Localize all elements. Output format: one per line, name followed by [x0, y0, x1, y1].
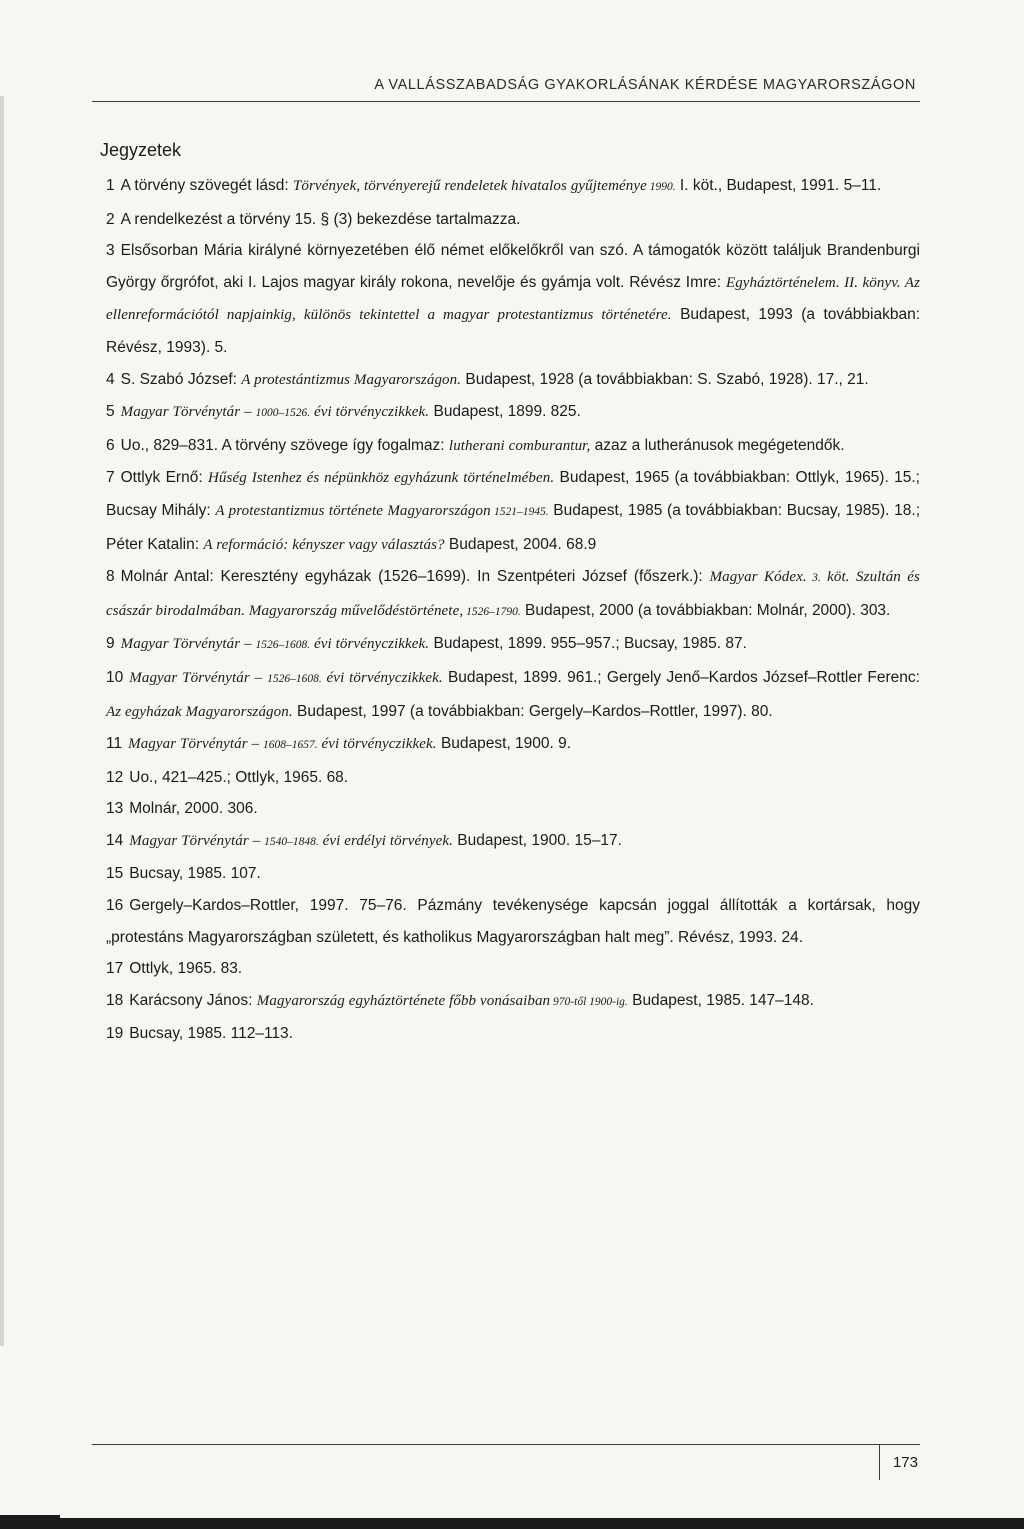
- footnote-italic-text: köt. Szultán és császár birodalmában. Magyarország művelődéstörténete,: [106, 569, 920, 619]
- footnote-italic-text: évi törvényczikkek.: [321, 669, 443, 686]
- footnote-italic-text: 1608–1657.: [263, 739, 318, 752]
- footnote: [100, 985, 920, 1019]
- footnote: [100, 628, 920, 662]
- footnote: [100, 462, 920, 561]
- footnote-text: Budapest, 1900. 15–17.: [452, 831, 622, 849]
- page-number: 173: [879, 1444, 920, 1480]
- footnote-number: 8: [106, 568, 115, 586]
- footnote-italic-text: lutherani comburantur,: [448, 437, 591, 454]
- footnote: [100, 858, 920, 890]
- footnote-text: Ottlyk, 1965. 83.: [129, 960, 243, 978]
- footnote-text: Budapest, 1965 (a továbbiakban: Ottlyk, 1965). 15.; Bucsay Mihály:: [106, 469, 920, 519]
- footnote-italic-text: 3.: [806, 572, 821, 585]
- footnote-italic-text: Magyar Kódex.: [709, 569, 807, 586]
- footnote-italic-text: Magyar Törvénytár –: [129, 832, 265, 849]
- footnote-number: 3: [106, 242, 115, 260]
- footnote-italic-text: A protestantizmus története Magyarországon: [215, 502, 491, 519]
- footnote: [100, 825, 920, 859]
- footnote-italic-text: 1000–1526.: [255, 407, 311, 420]
- footnote-number: 17: [106, 960, 124, 978]
- footnote-number: 1: [106, 177, 115, 194]
- footnote-italic-text: 1526–1790.: [463, 605, 521, 618]
- footnote-text: Uo., 829–831. A törvény szövege így fogalmaz:: [120, 436, 449, 454]
- footnote-number: 19: [106, 1025, 124, 1043]
- footnote-number: 10: [106, 668, 124, 686]
- footnote-number: 5: [106, 403, 115, 421]
- footnote-text: Molnár Antal: Keresztény egyházak (1526–1699). In Szentpéteri József (főszerk.):: [120, 568, 710, 586]
- footnote-italic-text: A reformáció: kényszer vagy választás?: [203, 536, 445, 553]
- scan-bottom-edge: [0, 1518, 1024, 1529]
- footnote-italic-text: 970-től 1900-ig.: [550, 995, 628, 1008]
- notes-title: Jegyzetek: [100, 140, 182, 160]
- footnote-number: 4: [106, 370, 115, 388]
- footnote-italic-text: Egyháztörténelem. II. könyv. Az ellenreformációtól napjainkig, különös tekintettel a magyar protestantizmus történetére.: [106, 274, 921, 324]
- footnote-text: A törvény szövegét lásd:: [120, 177, 293, 194]
- footnote: [100, 793, 920, 825]
- footnote: [100, 953, 920, 985]
- footnote-text: Gergely–Kardos–Rottler, 1997. 75–76. Pázmány tevékenysége kapcsán joggal állították a kortársak, hogy „protestáns Magyarországban született, és katholikus Magyarországban halt meg”. Révész, 1993. 24.: [106, 897, 920, 946]
- footnote-italic-text: Magyar Törvénytár –: [129, 669, 268, 686]
- footnote: [100, 170, 920, 204]
- footnote-number: 13: [106, 800, 124, 818]
- footer-rule: [92, 1444, 920, 1445]
- footnote-number: 14: [106, 831, 124, 849]
- footnote-italic-text: 1990.: [646, 181, 676, 193]
- footnote: [100, 890, 920, 953]
- footnote: [100, 396, 920, 430]
- footnote: [100, 662, 920, 728]
- footnote-italic-text: 1526–1608.: [267, 672, 322, 685]
- footnote: [100, 364, 920, 397]
- footnote-number: 15: [106, 865, 124, 883]
- footnote-text: Budapest, 1899. 955–957.; Bucsay, 1985. 87.: [429, 635, 747, 653]
- scan-left-edge: [0, 96, 4, 1346]
- footnote-text: Budapest, 2000 (a továbbiakban: Molnár, 2000). 303.: [520, 601, 891, 619]
- footnote-text: Bucsay, 1985. 107.: [129, 865, 261, 883]
- footnote: [100, 235, 920, 363]
- footnote-italic-text: Magyarország egyháztörténete főbb vonásaiban: [256, 992, 551, 1009]
- footnote-number: 9: [106, 635, 115, 653]
- footnote-number: 12: [106, 768, 124, 786]
- footnote-text: Elsősorban Mária királyné környezetében élő német előkelőkről van szó. A támogatók között találjuk Brandenburgi György őrgrófot, aki I. Lajos magyar király rokona, nevelője és gyámja volt. Révész Imre:: [106, 242, 920, 291]
- footnote: [100, 561, 920, 628]
- footnote-text: Budapest, 1985 (a továbbiakban: Bucsay, 1985). 18.; Péter Katalin:: [106, 501, 920, 553]
- footnote-italic-text: 1526–1608.: [255, 639, 311, 652]
- footnote: [100, 728, 920, 762]
- footnote-text: Budapest, 1900. 9.: [436, 735, 572, 753]
- footnote-number: 11: [106, 735, 123, 753]
- footnote-number: 6: [106, 436, 115, 454]
- footnote-italic-text: évi törvényczikkek.: [310, 404, 430, 421]
- header-rule: [92, 101, 920, 102]
- footnote-text: Bucsay, 1985. 112–113.: [129, 1025, 293, 1043]
- footnote-text: Budapest, 1928 (a továbbiakban: S. Szabó, 1928). 17., 21.: [461, 370, 869, 388]
- footnote-text: S. Szabó József:: [120, 370, 242, 388]
- footnote-text: Budapest, 1997 (a továbbiakban: Gergely–Kardos–Rottler, 1997). 80.: [292, 702, 773, 720]
- footnote: [100, 204, 920, 236]
- notes-section: [100, 138, 920, 1050]
- footnote-italic-text: Törvények, törvényerejű rendeletek hivatalos gyűjteménye: [292, 178, 647, 194]
- footnote-text: azaz a lutheránusok megégetendők.: [590, 436, 845, 454]
- footnote: [100, 430, 920, 463]
- footnote-italic-text: A protestántizmus Magyarországon.: [241, 371, 462, 388]
- footnote-italic-text: Magyar Törvénytár –: [128, 736, 263, 753]
- footnote-text: Molnár, 2000. 306.: [129, 800, 258, 818]
- footnote-text: Budapest, 1985. 147–148.: [627, 991, 814, 1009]
- footnote-italic-text: 1521–1945.: [490, 505, 549, 518]
- footnote-italic-text: évi erdélyi törvények.: [318, 832, 453, 849]
- footnote-text: Budapest, 2004. 68.9: [444, 535, 597, 553]
- footnote-text: Budapest, 1899. 961.; Gergely Jenő–Kardos József–Rottler Ferenc:: [442, 668, 920, 686]
- footnote-italic-text: Az egyházak Magyarországon.: [106, 703, 293, 720]
- footnote-italic-text: Hűség Istenhez és népünkhöz egyházunk történelmében.: [208, 470, 555, 487]
- footnote: [100, 1018, 920, 1050]
- footnote-text: Budapest, 1899. 825.: [429, 403, 581, 421]
- footnote-number: 16: [106, 897, 124, 915]
- footnote-number: 7: [106, 469, 115, 487]
- footnote-italic-text: évi törvényczikkek.: [310, 636, 430, 653]
- footnote-text: Karácsony János:: [129, 991, 257, 1009]
- footnote-italic-text: 1540–1848.: [264, 835, 319, 848]
- footnote-number: 18: [106, 991, 124, 1009]
- running-head: A VALLÁSSZABADSÁG GYAKORLÁSÁNAK KÉRDÉSE MAGYARORSZÁGON: [374, 77, 916, 93]
- footnote-text: I. köt., Budapest, 1991. 5–11.: [675, 177, 882, 194]
- footnote-number: 2: [106, 210, 115, 228]
- footnote-text: A rendelkezést a törvény 15. § (3) bekezdése tartalmazza.: [120, 210, 521, 228]
- footnote-text: Budapest, 1993 (a továbbiakban: Révész, 1993). 5.: [106, 306, 920, 356]
- footnote: [100, 762, 920, 794]
- footnote-italic-text: Magyar Törvénytár –: [120, 636, 256, 653]
- footnote-italic-text: Magyar Törvénytár –: [120, 404, 256, 421]
- note-list: [100, 170, 920, 1050]
- footnote-italic-text: évi törvényczikkek.: [317, 736, 437, 753]
- footnote-text: Uo., 421–425.; Ottlyk, 1965. 68.: [129, 768, 349, 786]
- footnote-text: Ottlyk Ernő:: [120, 469, 208, 487]
